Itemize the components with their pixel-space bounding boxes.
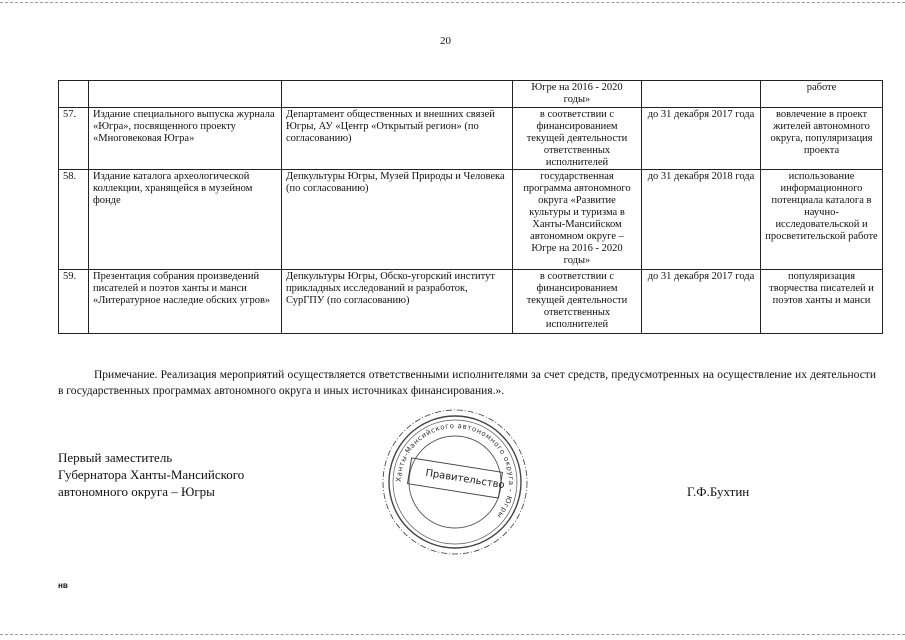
table-row-continued: [59, 81, 883, 108]
cell-num: 59.: [59, 270, 89, 334]
scan-edge-top: [0, 2, 905, 3]
table-row: [59, 108, 883, 170]
cell-name: Презентация собрания произведений писателей и поэтов ханты и манси «Литературное наследие обских угров»: [89, 270, 282, 334]
cell-result: использование информационного потенциала каталога в научно-исследовательской и просветительской работе: [761, 170, 883, 270]
cell-term: до 31 декабря 2018 года: [642, 170, 761, 270]
cell-term: до 31 декабря 2017 года: [642, 270, 761, 334]
table-row: [59, 270, 883, 334]
cell-financing: государственная программа автономного округа «Развитие культуры и туризма в Ханты-Мансийском автономном округе – Югре на 2016 - 2020 годы»: [513, 170, 642, 270]
cell-result: вовлечение в проект жителей автономного округа, популяризация проекта: [761, 108, 883, 170]
cell-executor: Департамент общественных и внешних связей Югры, АУ «Центр «Открытый регион» (по согласованию): [282, 108, 513, 170]
cell-result: работе: [761, 81, 883, 108]
cell-num: [59, 81, 89, 108]
cell-num: 57.: [59, 108, 89, 170]
cell-num: 58.: [59, 170, 89, 270]
note-paragraph: Примечание. Реализация мероприятий осуществляется ответственными исполнителями за счет средств, предусмотренных на осуществление их деятельности в государственных программах автономного округа и иных источниках финансирования.».: [58, 369, 876, 397]
cell-result: популяризация творчества писателей и поэтов ханты и манси: [761, 270, 883, 334]
cell-financing: Югре на 2016 - 2020 годы»: [513, 81, 642, 108]
cell-name: Издание специального выпуска журнала «Югра», посвященного проекту «Многовековая Югра»: [89, 108, 282, 170]
cell-term: до 31 декабря 2017 года: [642, 108, 761, 170]
cell-executor: [282, 81, 513, 108]
cell-name: Издание каталога археологической коллекции, хранящейся в музейном фонде: [89, 170, 282, 270]
cell-executor: Депкультуры Югры, Обско-угорский институт прикладных исследований и разработок, СурГПУ (по согласованию): [282, 270, 513, 334]
cell-name: [89, 81, 282, 108]
table-row: [59, 170, 883, 270]
seal-center-text: Правительство: [424, 467, 506, 492]
signer-title: Первый заместитель Губернатора Ханты-Мансийского автономного округа – Югры: [58, 450, 245, 499]
cell-executor: Депкультуры Югры, Музей Природы и Человека (по согласованию): [282, 170, 513, 270]
cell-financing: в соответствии с финансированием текущей деятельности ответственных исполнителей: [513, 270, 642, 334]
page-number: 20: [440, 35, 451, 47]
footer-mark: нв: [58, 581, 68, 590]
activities-table: [58, 80, 883, 334]
signer-name: Г.Ф.Бухтин: [687, 484, 750, 499]
cell-financing: в соответствии с финансированием текущей деятельности ответственных исполнителей: [513, 108, 642, 170]
scan-edge-bottom: [0, 634, 905, 635]
seal-ring-text: Ханты-Мансийского автономного округа – Югры: [394, 421, 516, 520]
cell-term: [642, 81, 761, 108]
